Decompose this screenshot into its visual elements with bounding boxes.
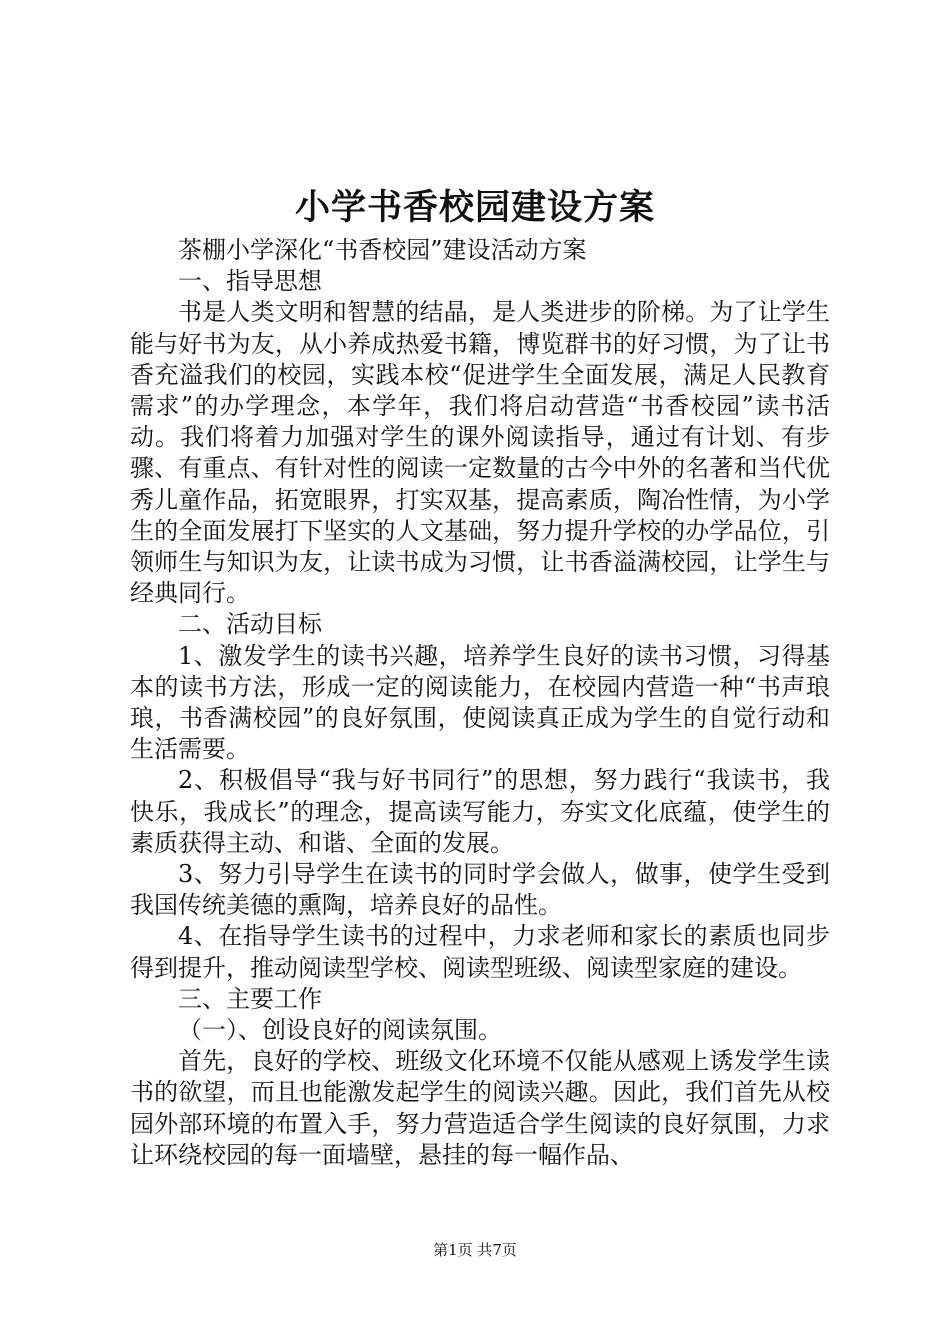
body-paragraph: 4、在指导学生读书的过程中，力求老师和家长的素质也同步得到提升，推动阅读型学校、阅读型班级、阅读型家庭的建设。 <box>130 922 830 982</box>
body-paragraph: 茶棚小学深化“书香校园”建设活动方案 <box>178 236 587 264</box>
body-paragraph: 2、积极倡导“我与好书同行”的思想，努力践行“我读书，我快乐，我成长”的理念，提高读写能力，夯实文化底蕴，使学生的素质获得主动、和谐、全面的发展。 <box>130 766 830 857</box>
subsection-heading: （一）、创设良好的阅读氛围。 <box>178 1016 502 1045</box>
section-heading: 三、主要工作 <box>178 984 322 1013</box>
body-paragraph: 书是人类文明和智慧的结晶，是人类进步的阶梯。为了让学生能与好书为友，从小养成热爱书籍，博览群书的好习惯，为了让书香充溢我们的校园，实践本校“促进学生全面发展，满足人民教育需求”的办学理念，本学年，我们将启动营造“书香校园”读书活动。我们将着力加强对学生的课外阅读指导，通过有计划、有步骤、有重点、有针对性的阅读一定数量的古今中外的名著和当代优秀儿童作品，拓宽眼界，打实双基，提高素质，陶冶性情，为小学生的全面发展打下坚实的人文基础，努力提升学校的办学品位，引领师生与知识为友，让读书成为习惯，让书香溢满校园，让学生与经典同行。 <box>130 298 830 608</box>
section-heading: 一、指导思想 <box>178 267 322 296</box>
document-title: 小学书香校园建设方案 <box>294 187 655 228</box>
body-paragraph: 首先，良好的学校、班级文化环境不仅能从感观上诱发学生读书的欲望，而且也能激发起学生的阅读兴趣。因此，我们首先从校园外部环境的布置入手，努力营造适合学生阅读的良好氛围，力求让环绕校园的每一面墙壁，悬挂的每一幅作品、 <box>130 1047 830 1169</box>
body-paragraph: 1、激发学生的读书兴趣，培养学生良好的读书习惯，习得基本的读书方法，形成一定的阅读能力，在校园内营造一种“书声琅琅，书香满校园”的良好氛围，使阅读真正成为学生的自觉行动和生活需要。 <box>130 641 830 764</box>
document-body <box>130 235 830 1171</box>
page-number: 第1页 共7页 <box>433 1241 517 1259</box>
body-paragraph: 3、努力引导学生在读书的同时学会做人，做事，使学生受到我国传统美德的熏陶，培养良好的品性。 <box>130 860 830 920</box>
section-heading: 二、活动目标 <box>178 610 322 639</box>
